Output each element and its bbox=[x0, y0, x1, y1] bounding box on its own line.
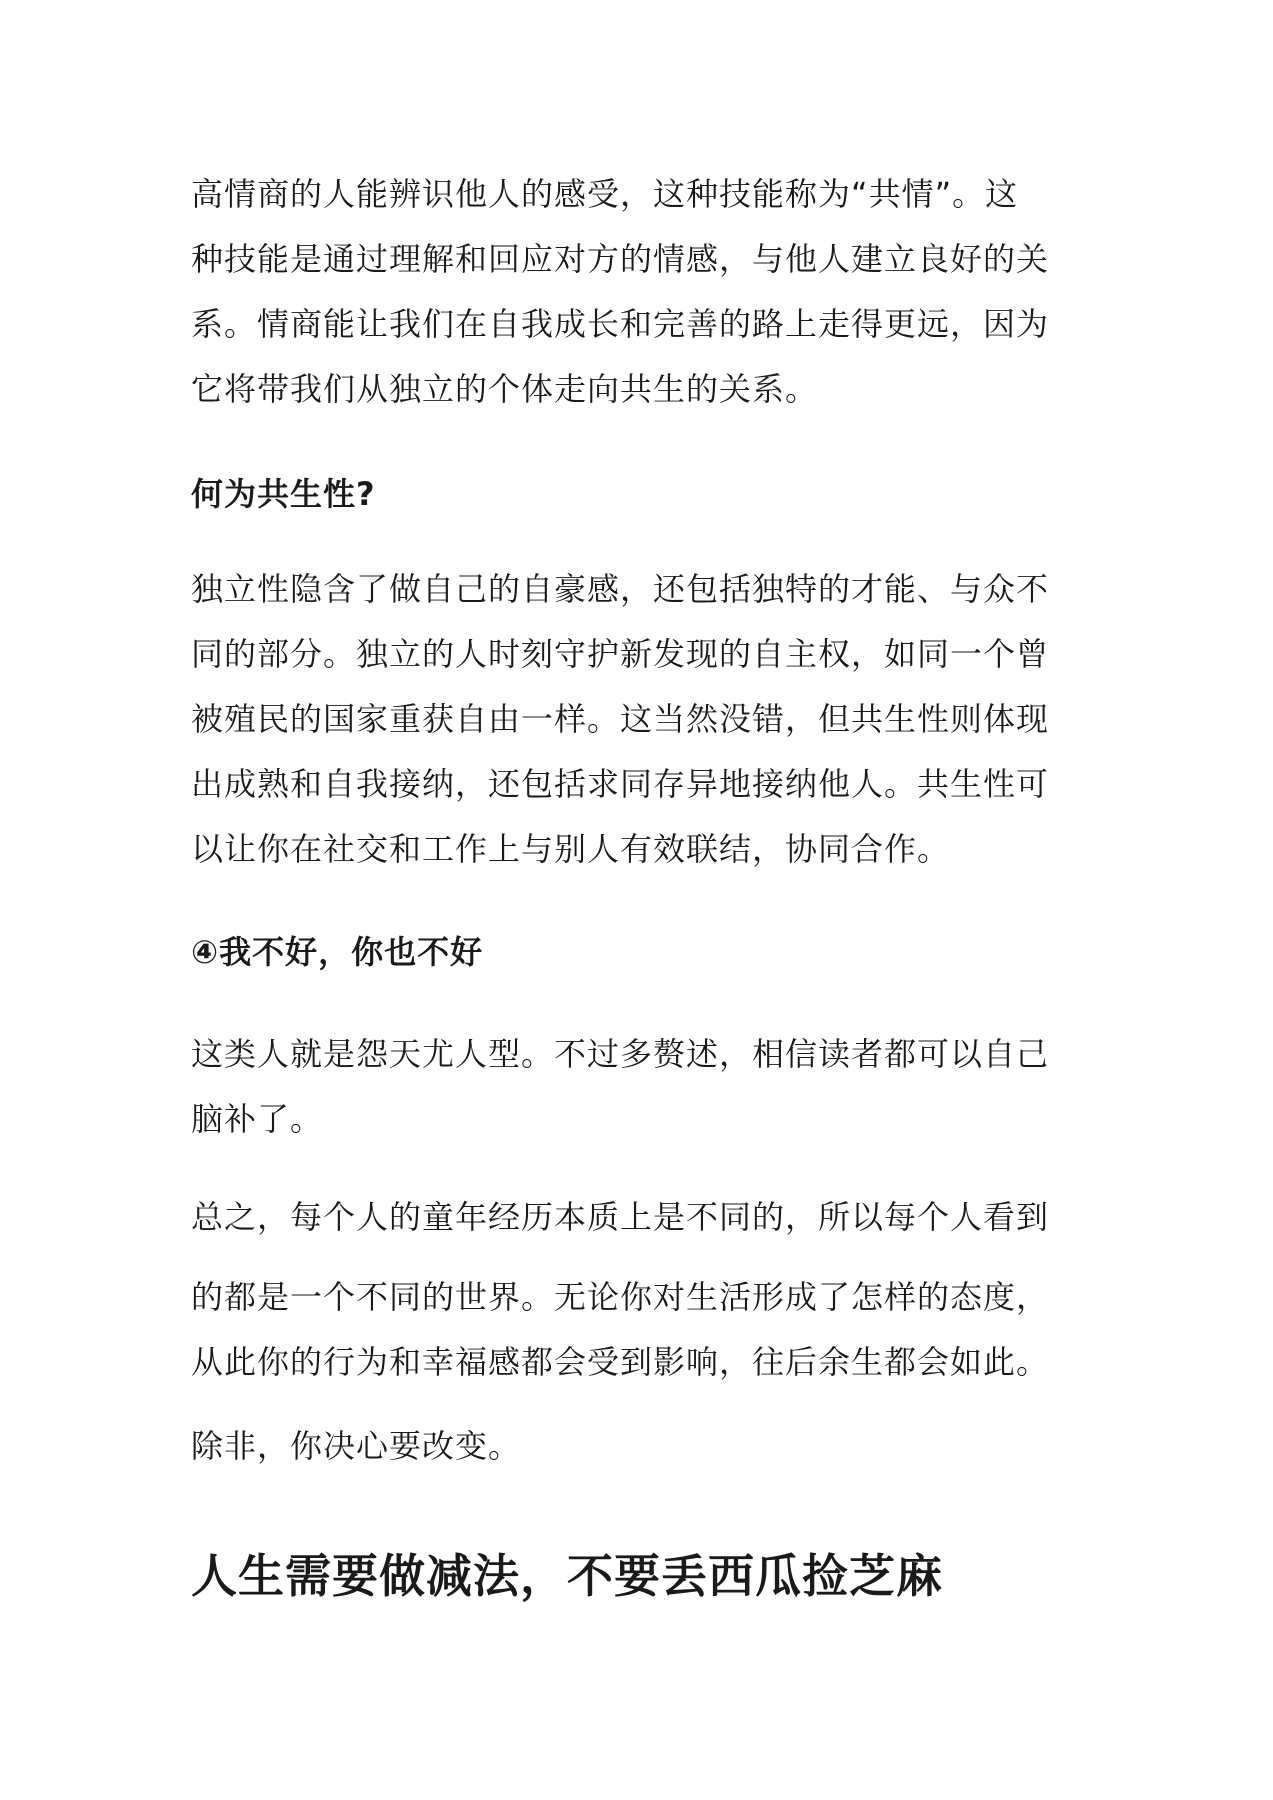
paragraph-text bbox=[191, 162, 1091, 422]
text-line: 它将带我们从独立的个体走向共生的关系。 bbox=[191, 370, 819, 408]
paragraph-text bbox=[191, 1265, 1091, 1395]
heading-symbiosis: 何为共生性? bbox=[191, 475, 376, 513]
text-line: 脑补了。 bbox=[191, 1100, 324, 1138]
text-line: 从此你的行为和幸福感都会受到影响，往后余生都会如此。 bbox=[191, 1343, 1050, 1381]
text-line: 以让你在社交和工作上与别人有效联结，协同合作。 bbox=[191, 830, 951, 868]
text-line: 高情商的人能辨识他人的感受，这种技能称为“共情”。这 bbox=[191, 175, 1019, 213]
paragraph-complainer bbox=[191, 1022, 1091, 1152]
paragraph-text bbox=[191, 557, 1091, 882]
paragraph-text bbox=[191, 1185, 1091, 1250]
text-line: 种技能是通过理解和回应对方的情感，与他人建立良好的关 bbox=[191, 240, 1050, 278]
paragraph-world bbox=[191, 1265, 1091, 1395]
text-line: 除非，你决心要改变。 bbox=[191, 1427, 522, 1465]
section-title: 人生需要做减法，不要丢西瓜捡芝麻 bbox=[191, 1549, 943, 1603]
paragraph-text bbox=[191, 1022, 1091, 1152]
paragraph-summary bbox=[191, 1185, 1091, 1250]
section-title-block bbox=[191, 1546, 1091, 1606]
text-line: 同的部分。独立的人时刻守护新发现的自主权，如同一个曾 bbox=[191, 635, 1050, 673]
text-line: 系。情商能让我们在自我成长和完善的路上走得更远，因为 bbox=[191, 305, 1050, 343]
heading-symbiosis-block bbox=[191, 470, 1091, 518]
text-line: 总之，每个人的童年经历本质上是不同的，所以每个人看到 bbox=[191, 1198, 1050, 1236]
text-line: 独立性隐含了做自己的自豪感，还包括独特的才能、与众不 bbox=[191, 570, 1050, 608]
heading-type4: ④我不好，你也不好 bbox=[191, 933, 484, 971]
paragraph-empathy bbox=[191, 162, 1091, 422]
heading-type4-block bbox=[191, 928, 1091, 976]
paragraph-independence bbox=[191, 557, 1091, 882]
text-line: 出成熟和自我接纳，还包括求同存异地接纳他人。共生性可 bbox=[191, 765, 1050, 803]
paragraph-unless bbox=[191, 1414, 1091, 1479]
text-line: 这类人就是怨天尤人型。不过多赘述，相信读者都可以自己 bbox=[191, 1035, 1050, 1073]
paragraph-text bbox=[191, 1414, 1091, 1479]
text-line: 的都是一个不同的世界。无论你对生活形成了怎样的态度， bbox=[191, 1278, 1050, 1316]
text-line: 被殖民的国家重获自由一样。这当然没错，但共生性则体现 bbox=[191, 700, 1050, 738]
